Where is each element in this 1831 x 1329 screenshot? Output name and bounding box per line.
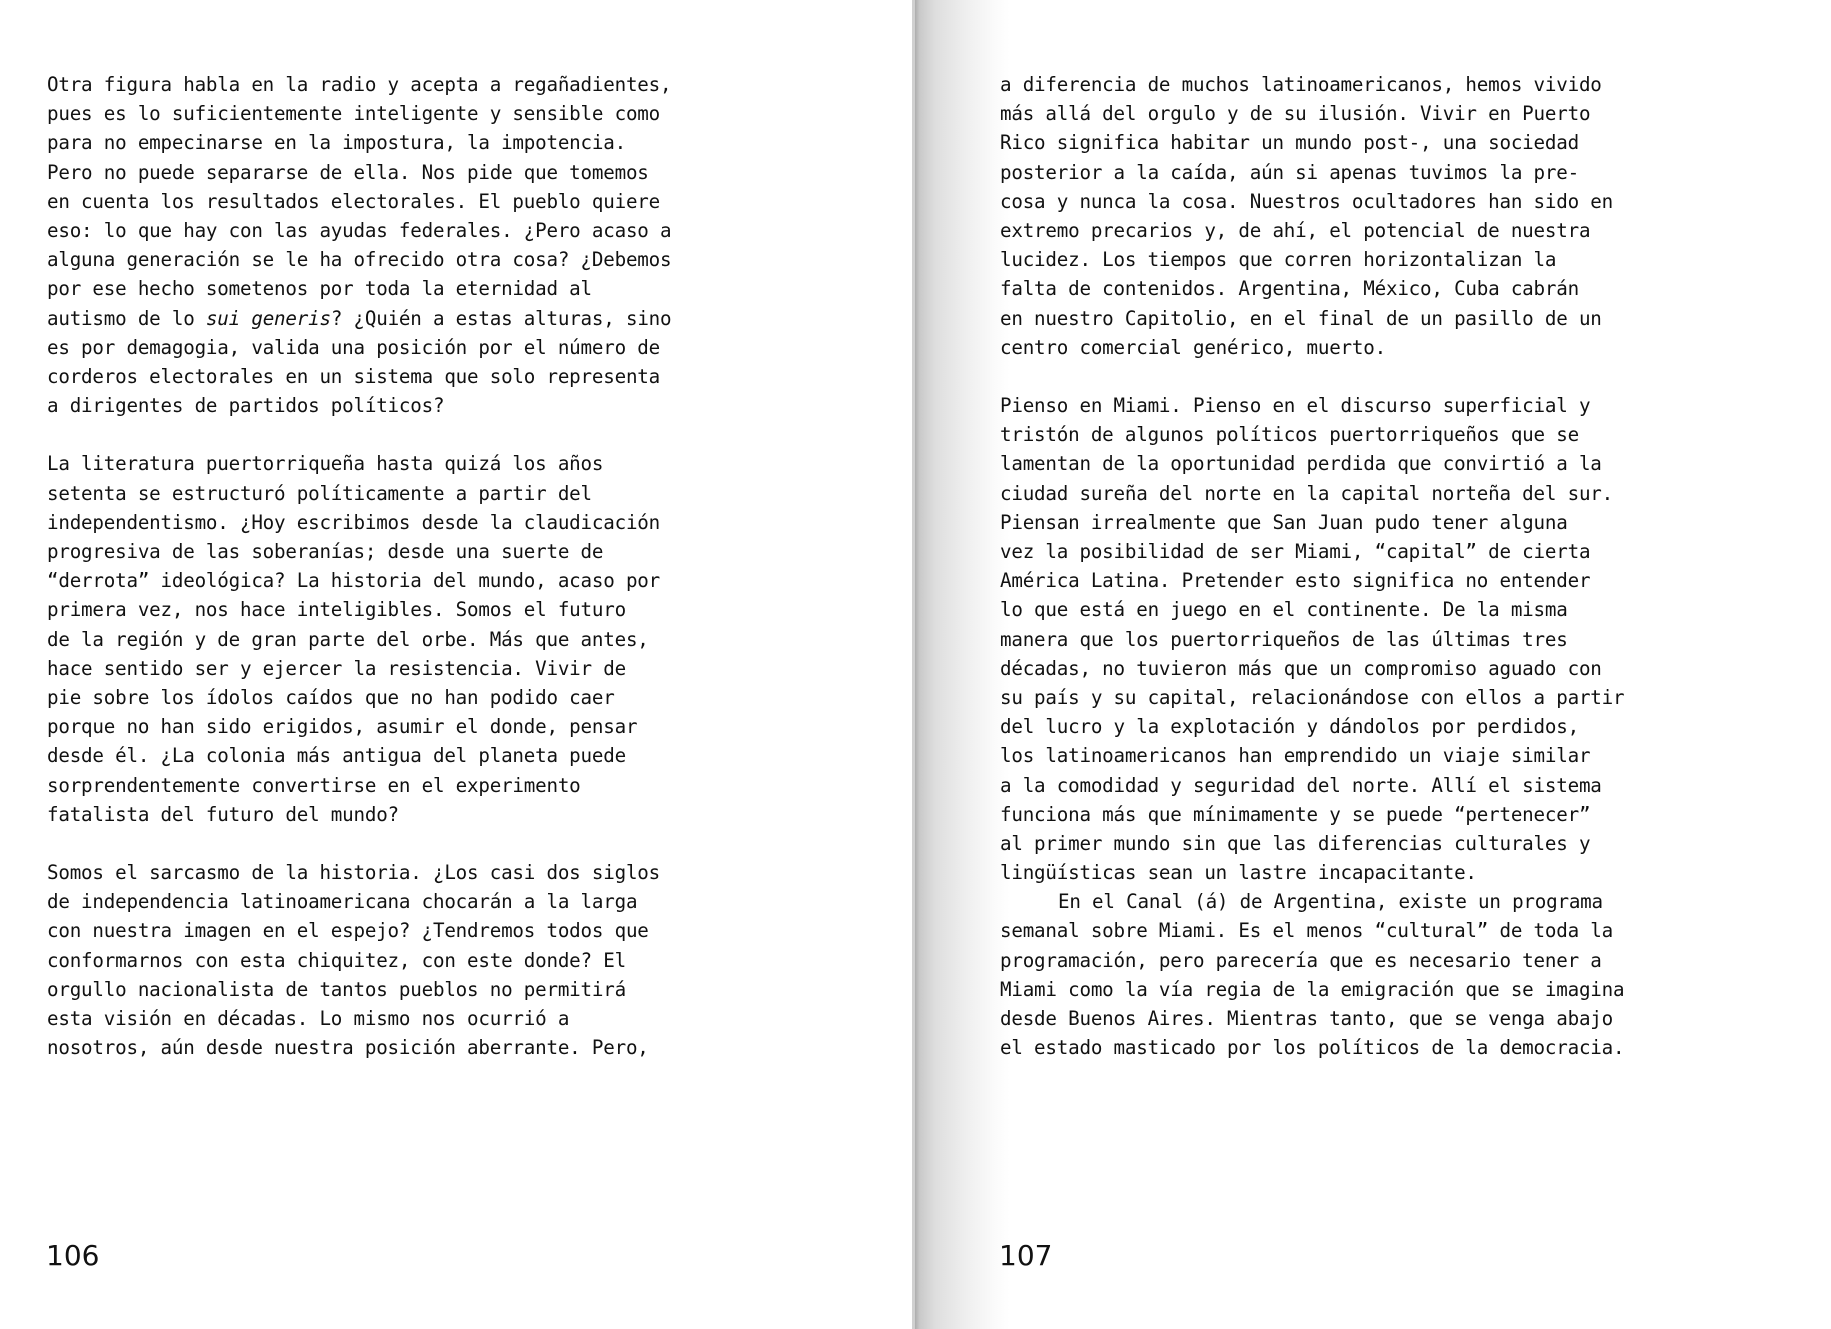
text-line: Rico significa habitar un mundo post-, una sociedad [1000,131,1579,155]
text-line: funciona más que mínimamente y se puede “pertenecer” [1000,802,1591,826]
text-line: nosotros, aún desde nuestra posición aberrante. Pero, [47,1036,649,1060]
text-line: Pienso en Miami. Pienso en el discurso superficial y [1000,394,1591,418]
text-line: esta visión en décadas. Lo mismo nos ocurrió a [47,1007,570,1030]
text-line: en cuenta los resultados electorales. El pueblo quiere [47,189,660,213]
left-page [0,0,914,1329]
text-line: pues es lo suficientemente inteligente y sensible como [47,102,660,126]
text-line: del lucro y la explotación y dándolos por perdidos, [1000,715,1579,739]
text-line: primera vez, nos hace inteligibles. Somos el futuro [47,598,626,622]
book-gutter [912,0,915,1329]
text-line: corderos electorales en un sistema que solo representa [47,364,660,388]
italic-term: sui generis [205,306,331,330]
text-line: independentismo. ¿Hoy escribimos desde la claudicación [47,510,660,534]
gutter-shadow [914,0,1010,1329]
text-line: lamentan de la oportunidad perdida que convirtió a la [1000,452,1602,476]
paragraph-break [1000,362,1820,391]
text-line: América Latina. Pretender esto significa no entender [1000,569,1591,593]
text-line: por ese hecho sometenos por toda la eternidad al [47,277,592,301]
text-line: a dirigentes de partidos políticos? [47,394,445,418]
text-line: porque no han sido erigidos, asumir el donde, pensar [47,715,638,739]
text-line: centro comercial genérico, muerto. [1000,335,1386,359]
text-line: extremo precarios y, de ahí, el potencial de nuestra [1000,218,1591,242]
text-line: Miami como la vía regia de la emigración que se imagina [1000,977,1625,1001]
text-line: desde Buenos Aires. Mientras tanto, que se venga abajo [1000,1007,1613,1030]
text-line: más allá del orgulo y de su ilusión. Vivir en Puerto [1000,102,1591,126]
text-line: con nuestra imagen en el espejo? ¿Tendremos todos que [47,919,649,943]
text-line: setenta se estructuró políticamente a partir del [47,481,592,505]
text-line: a diferencia de muchos latinoamericanos, hemos vivido [1000,73,1602,96]
right-page [914,0,1831,1329]
paragraph-break [47,420,907,449]
text-line-with-italic [47,304,907,333]
text-line: manera que los puertorriqueños de las últimas tres [1000,627,1568,651]
text-line: “derrota” ideológica? La historia del mundo, acaso por [47,569,660,593]
text-line: de independencia latinoamericana chocarán a la larga [47,890,638,914]
text-line: los latinoamericanos han emprendido un viaje similar [1000,744,1591,768]
text-line: eso: lo que hay con las ayudas federales. ¿Pero acaso a [47,218,672,242]
text-line: fatalista del futuro del mundo? [47,802,399,826]
text-line: ciudad sureña del norte en la capital norteña del sur. [1000,481,1613,505]
text-line: semanal sobre Miami. Es el menos “cultural” de toda la [1000,919,1613,943]
text-line: vez la posibilidad de ser Miami, “capital” de cierta [1000,540,1591,563]
text-line: Otra figura habla en la radio y acepta a regañadientes, [47,73,672,96]
text-line: de la región y de gran parte del orbe. Más que antes, [47,627,649,651]
page-number: 107 [999,1239,1053,1272]
text-line: programación, pero parecería que es necesario tener a [1000,948,1602,972]
text-line: lo que está en juego en el continente. De la misma [1000,598,1568,622]
text-line: es por demagogia, valida una posición por el número de [47,335,660,359]
text-line: Pero no puede separarse de ella. Nos pide que tomemos [47,160,649,184]
text-run: ? ¿Quién a estas alturas, sino [330,306,672,330]
text-line: pie sobre los ídolos caídos que no han podido caer [47,685,615,709]
text-line: conformarnos con esta chiquitez, con este donde? El [47,948,626,972]
text-line: orgullo nacionalista de tantos pueblos no permitirá [47,977,626,1001]
text-line: décadas, no tuvieron más que un compromiso aguado con [1000,656,1602,680]
text-line: al primer mundo sin que las diferencias culturales y [1000,831,1591,855]
text-line: hace sentido ser y ejercer la resistencia. Vivir de [47,656,626,680]
text-line: lucidez. Los tiempos que corren horizontalizan la [1000,248,1557,272]
text-line: a la comodidad y seguridad del norte. Allí el sistema [1000,773,1602,797]
text-line: el estado masticado por los políticos de la democracia. [1000,1036,1625,1060]
text-line: lingüísticas sean un lastre incapacitante. [1000,861,1477,885]
text-line: Piensan irrealmente que San Juan pudo tener alguna [1000,510,1568,534]
text-line: desde él. ¿La colonia más antigua del planeta puede [47,744,626,768]
text-line: tristón de algunos políticos puertorriqueños que se [1000,423,1579,447]
text-run: autismo de lo [47,306,206,330]
page-number: 106 [46,1239,100,1272]
text-line-indented: En el Canal (á) de Argentina, existe un programa [1058,890,1603,914]
text-line: Somos el sarcasmo de la historia. ¿Los casi dos siglos [47,861,660,885]
text-line: cosa y nunca la cosa. Nuestros ocultadores han sido en [1000,189,1613,213]
text-line: progresiva de las soberanías; desde una suerte de [47,540,604,563]
text-line: posterior a la caída, aún si apenas tuvimos la pre- [1000,160,1579,184]
text-line: para no empecinarse en la impostura, la impotencia. [47,131,626,155]
left-page-body [47,70,907,1062]
text-line: falta de contenidos. Argentina, México, Cuba cabrán [1000,277,1579,301]
text-line: alguna generación se le ha ofrecido otra cosa? ¿Debemos [47,248,672,272]
text-line: La literatura puertorriqueña hasta quizá los años [47,452,604,476]
paragraph-break [47,829,907,858]
text-line: sorprendentemente convertirse en el experimento [47,773,581,797]
text-line: en nuestro Capitolio, en el final de un pasillo de un [1000,306,1602,330]
right-page-body [1000,70,1820,1062]
text-line: su país y su capital, relacionándose con ellos a partir [1000,685,1625,709]
